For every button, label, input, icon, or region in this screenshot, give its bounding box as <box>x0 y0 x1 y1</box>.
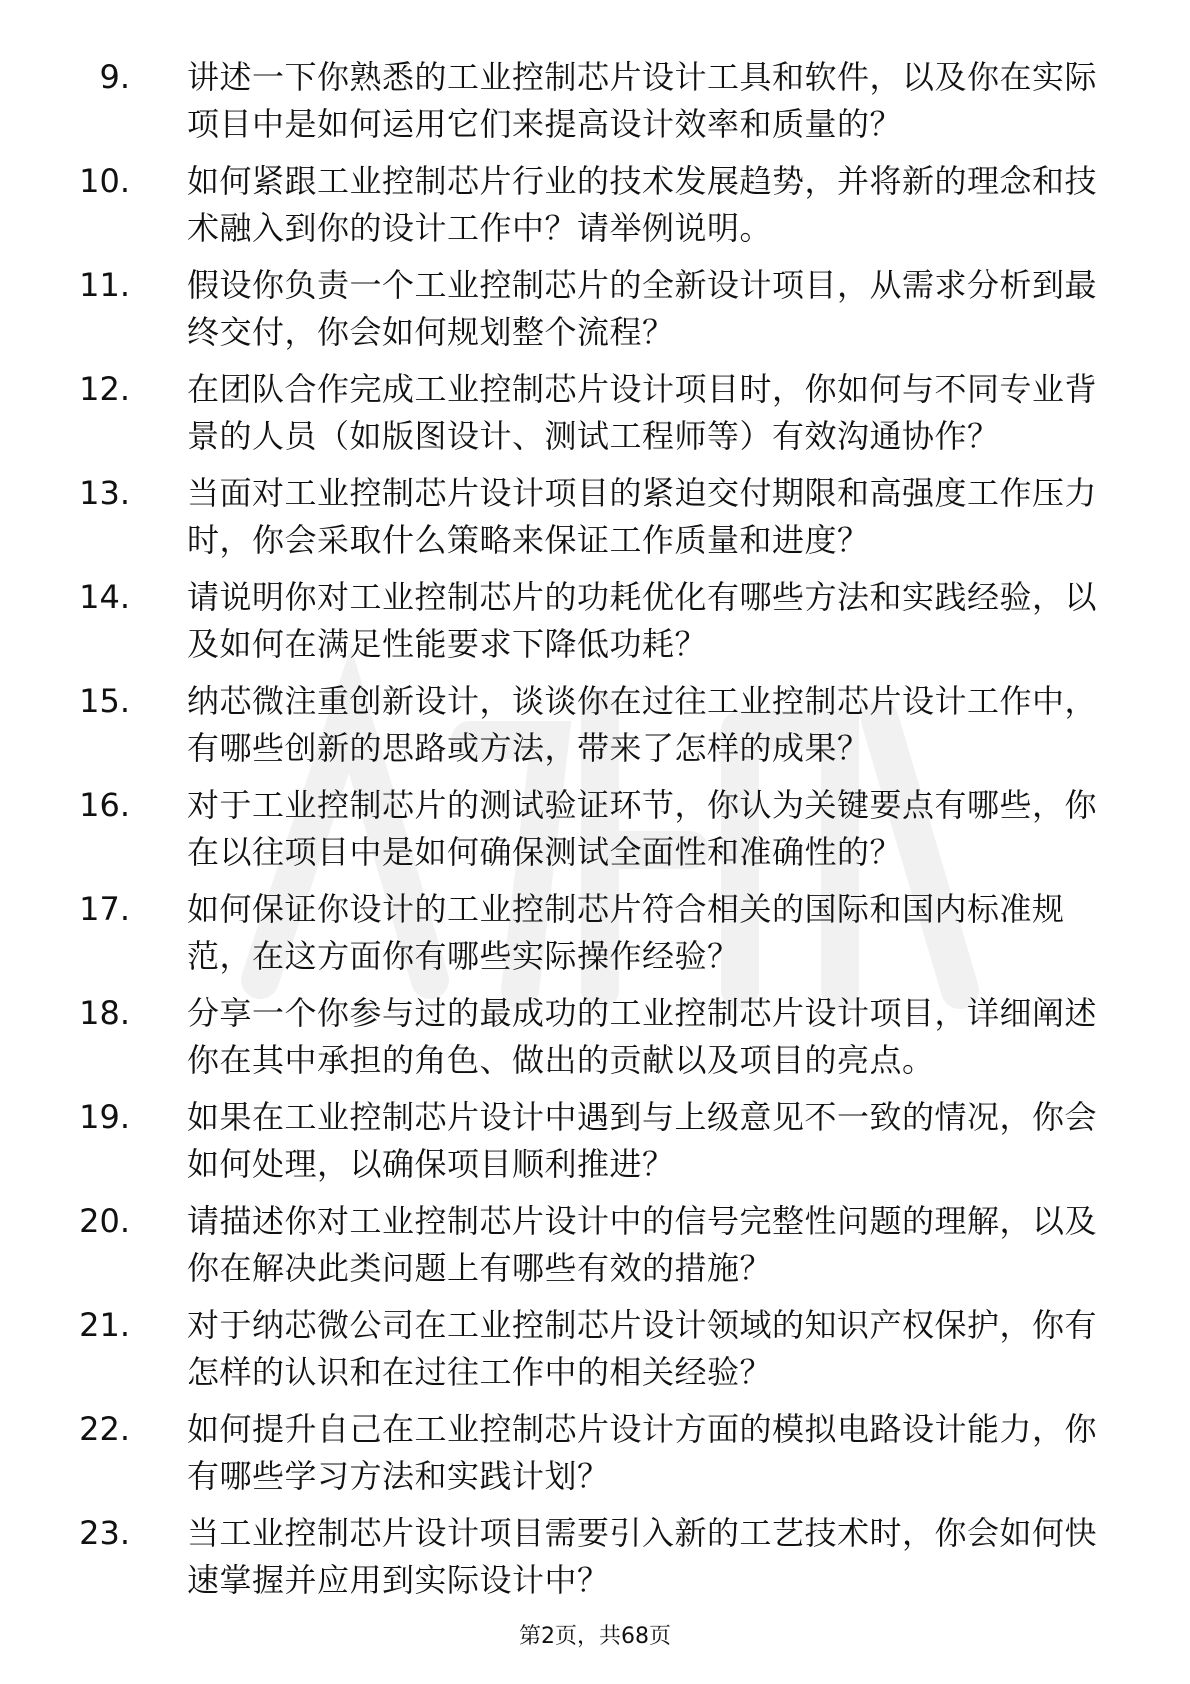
question-text <box>187 990 1110 1084</box>
question-text <box>187 158 1110 252</box>
question-line: 当面对工业控制芯片设计项目的紧迫交付期限和高强度工作压力 <box>187 474 1098 512</box>
question-item-9 <box>60 54 1110 158</box>
question-line: 讲述一下你熟悉的工业控制芯片设计工具和软件，以及你在实际 <box>187 58 1098 96</box>
question-item-22 <box>60 1406 1110 1510</box>
question-text <box>187 1302 1110 1396</box>
question-text <box>187 1510 1110 1604</box>
question-number: 22. <box>79 1410 130 1448</box>
question-line: 纳芯微注重创新设计，谈谈你在过往工业控制芯片设计工作中， <box>187 682 1098 720</box>
question-line: 终交付，你会如何规划整个流程？ <box>187 313 675 351</box>
question-text <box>187 54 1110 148</box>
question-line: 有哪些创新的思路或方法，带来了怎样的成果？ <box>187 729 870 767</box>
question-item-16 <box>60 782 1110 886</box>
question-item-20 <box>60 1198 1110 1302</box>
question-line: 分享一个你参与过的最成功的工业控制芯片设计项目，详细阐述 <box>187 994 1098 1032</box>
question-text <box>187 262 1110 356</box>
question-line: 项目中是如何运用它们来提高设计效率和质量的？ <box>187 105 903 143</box>
question-number: 19. <box>79 1098 130 1136</box>
question-item-17 <box>60 886 1110 990</box>
question-item-19 <box>60 1094 1110 1198</box>
question-item-10 <box>60 158 1110 262</box>
question-item-15 <box>60 678 1110 782</box>
question-line: 请说明你对工业控制芯片的功耗优化有哪些方法和实践经验，以 <box>187 578 1098 616</box>
question-number: 11. <box>79 266 130 304</box>
question-line: 术融入到你的设计工作中？请举例说明。 <box>187 209 773 247</box>
question-line: 时，你会采取什么策略来保证工作质量和进度？ <box>187 521 870 559</box>
question-number: 9. <box>99 58 130 96</box>
question-line: 在团队合作完成工业控制芯片设计项目时，你如何与不同专业背 <box>187 370 1098 408</box>
question-number: 18. <box>79 994 130 1032</box>
question-line: 景的人员（如版图设计、测试工程师等）有效沟通协作？ <box>187 417 1000 455</box>
question-item-21 <box>60 1302 1110 1406</box>
question-text <box>187 470 1110 564</box>
question-text <box>187 886 1110 980</box>
question-number: 20. <box>79 1202 130 1240</box>
question-line: 对于工业控制芯片的测试验证环节，你认为关键要点有哪些，你 <box>187 786 1098 824</box>
question-number: 23. <box>79 1514 130 1552</box>
question-line: 你在解决此类问题上有哪些有效的措施？ <box>187 1249 773 1287</box>
question-line: 在以往项目中是如何确保测试全面性和准确性的？ <box>187 833 903 871</box>
question-text <box>187 366 1110 460</box>
question-text <box>187 1094 1110 1188</box>
question-list <box>60 54 1110 1614</box>
question-line: 如何保证你设计的工业控制芯片符合相关的国际和国内标准规 <box>187 890 1065 928</box>
question-item-11 <box>60 262 1110 366</box>
question-line: 如果在工业控制芯片设计中遇到与上级意见不一致的情况，你会 <box>187 1098 1098 1136</box>
question-line: 对于纳芯微公司在工业控制芯片设计领域的知识产权保护，你有 <box>187 1306 1098 1344</box>
question-line: 如何提升自己在工业控制芯片设计方面的模拟电路设计能力，你 <box>187 1410 1098 1448</box>
question-number: 12. <box>79 370 130 408</box>
question-number: 13. <box>79 474 130 512</box>
question-line: 如何处理，以确保项目顺利推进？ <box>187 1145 675 1183</box>
question-number: 15. <box>79 682 130 720</box>
question-text <box>187 782 1110 876</box>
question-line: 速掌握并应用到实际设计中？ <box>187 1561 610 1599</box>
question-line: 怎样的认识和在过往工作中的相关经验？ <box>187 1353 773 1391</box>
question-item-12 <box>60 366 1110 470</box>
question-line: 如何紧跟工业控制芯片行业的技术发展趋势，并将新的理念和技 <box>187 162 1098 200</box>
question-line: 假设你负责一个工业控制芯片的全新设计项目，从需求分析到最 <box>187 266 1098 304</box>
question-line: 当工业控制芯片设计项目需要引入新的工艺技术时，你会如何快 <box>187 1514 1098 1552</box>
question-line: 你在其中承担的角色、做出的贡献以及项目的亮点。 <box>187 1041 935 1079</box>
question-item-18 <box>60 990 1110 1094</box>
question-line: 范，在这方面你有哪些实际操作经验？ <box>187 937 740 975</box>
question-text <box>187 678 1110 772</box>
question-number: 16. <box>79 786 130 824</box>
question-number: 10. <box>79 162 130 200</box>
question-number: 14. <box>79 578 130 616</box>
page-footer: 第2页，共68页 <box>519 1624 671 1649</box>
question-text <box>187 1198 1110 1292</box>
question-text <box>187 574 1110 668</box>
question-line: 有哪些学习方法和实践计划？ <box>187 1457 610 1495</box>
question-line: 请描述你对工业控制芯片设计中的信号完整性问题的理解，以及 <box>187 1202 1098 1240</box>
question-item-23 <box>60 1510 1110 1614</box>
question-item-14 <box>60 574 1110 678</box>
question-line: 及如何在满足性能要求下降低功耗？ <box>187 625 708 663</box>
question-number: 21. <box>79 1306 130 1344</box>
question-number: 17. <box>79 890 130 928</box>
question-item-13 <box>60 470 1110 574</box>
question-text <box>187 1406 1110 1500</box>
